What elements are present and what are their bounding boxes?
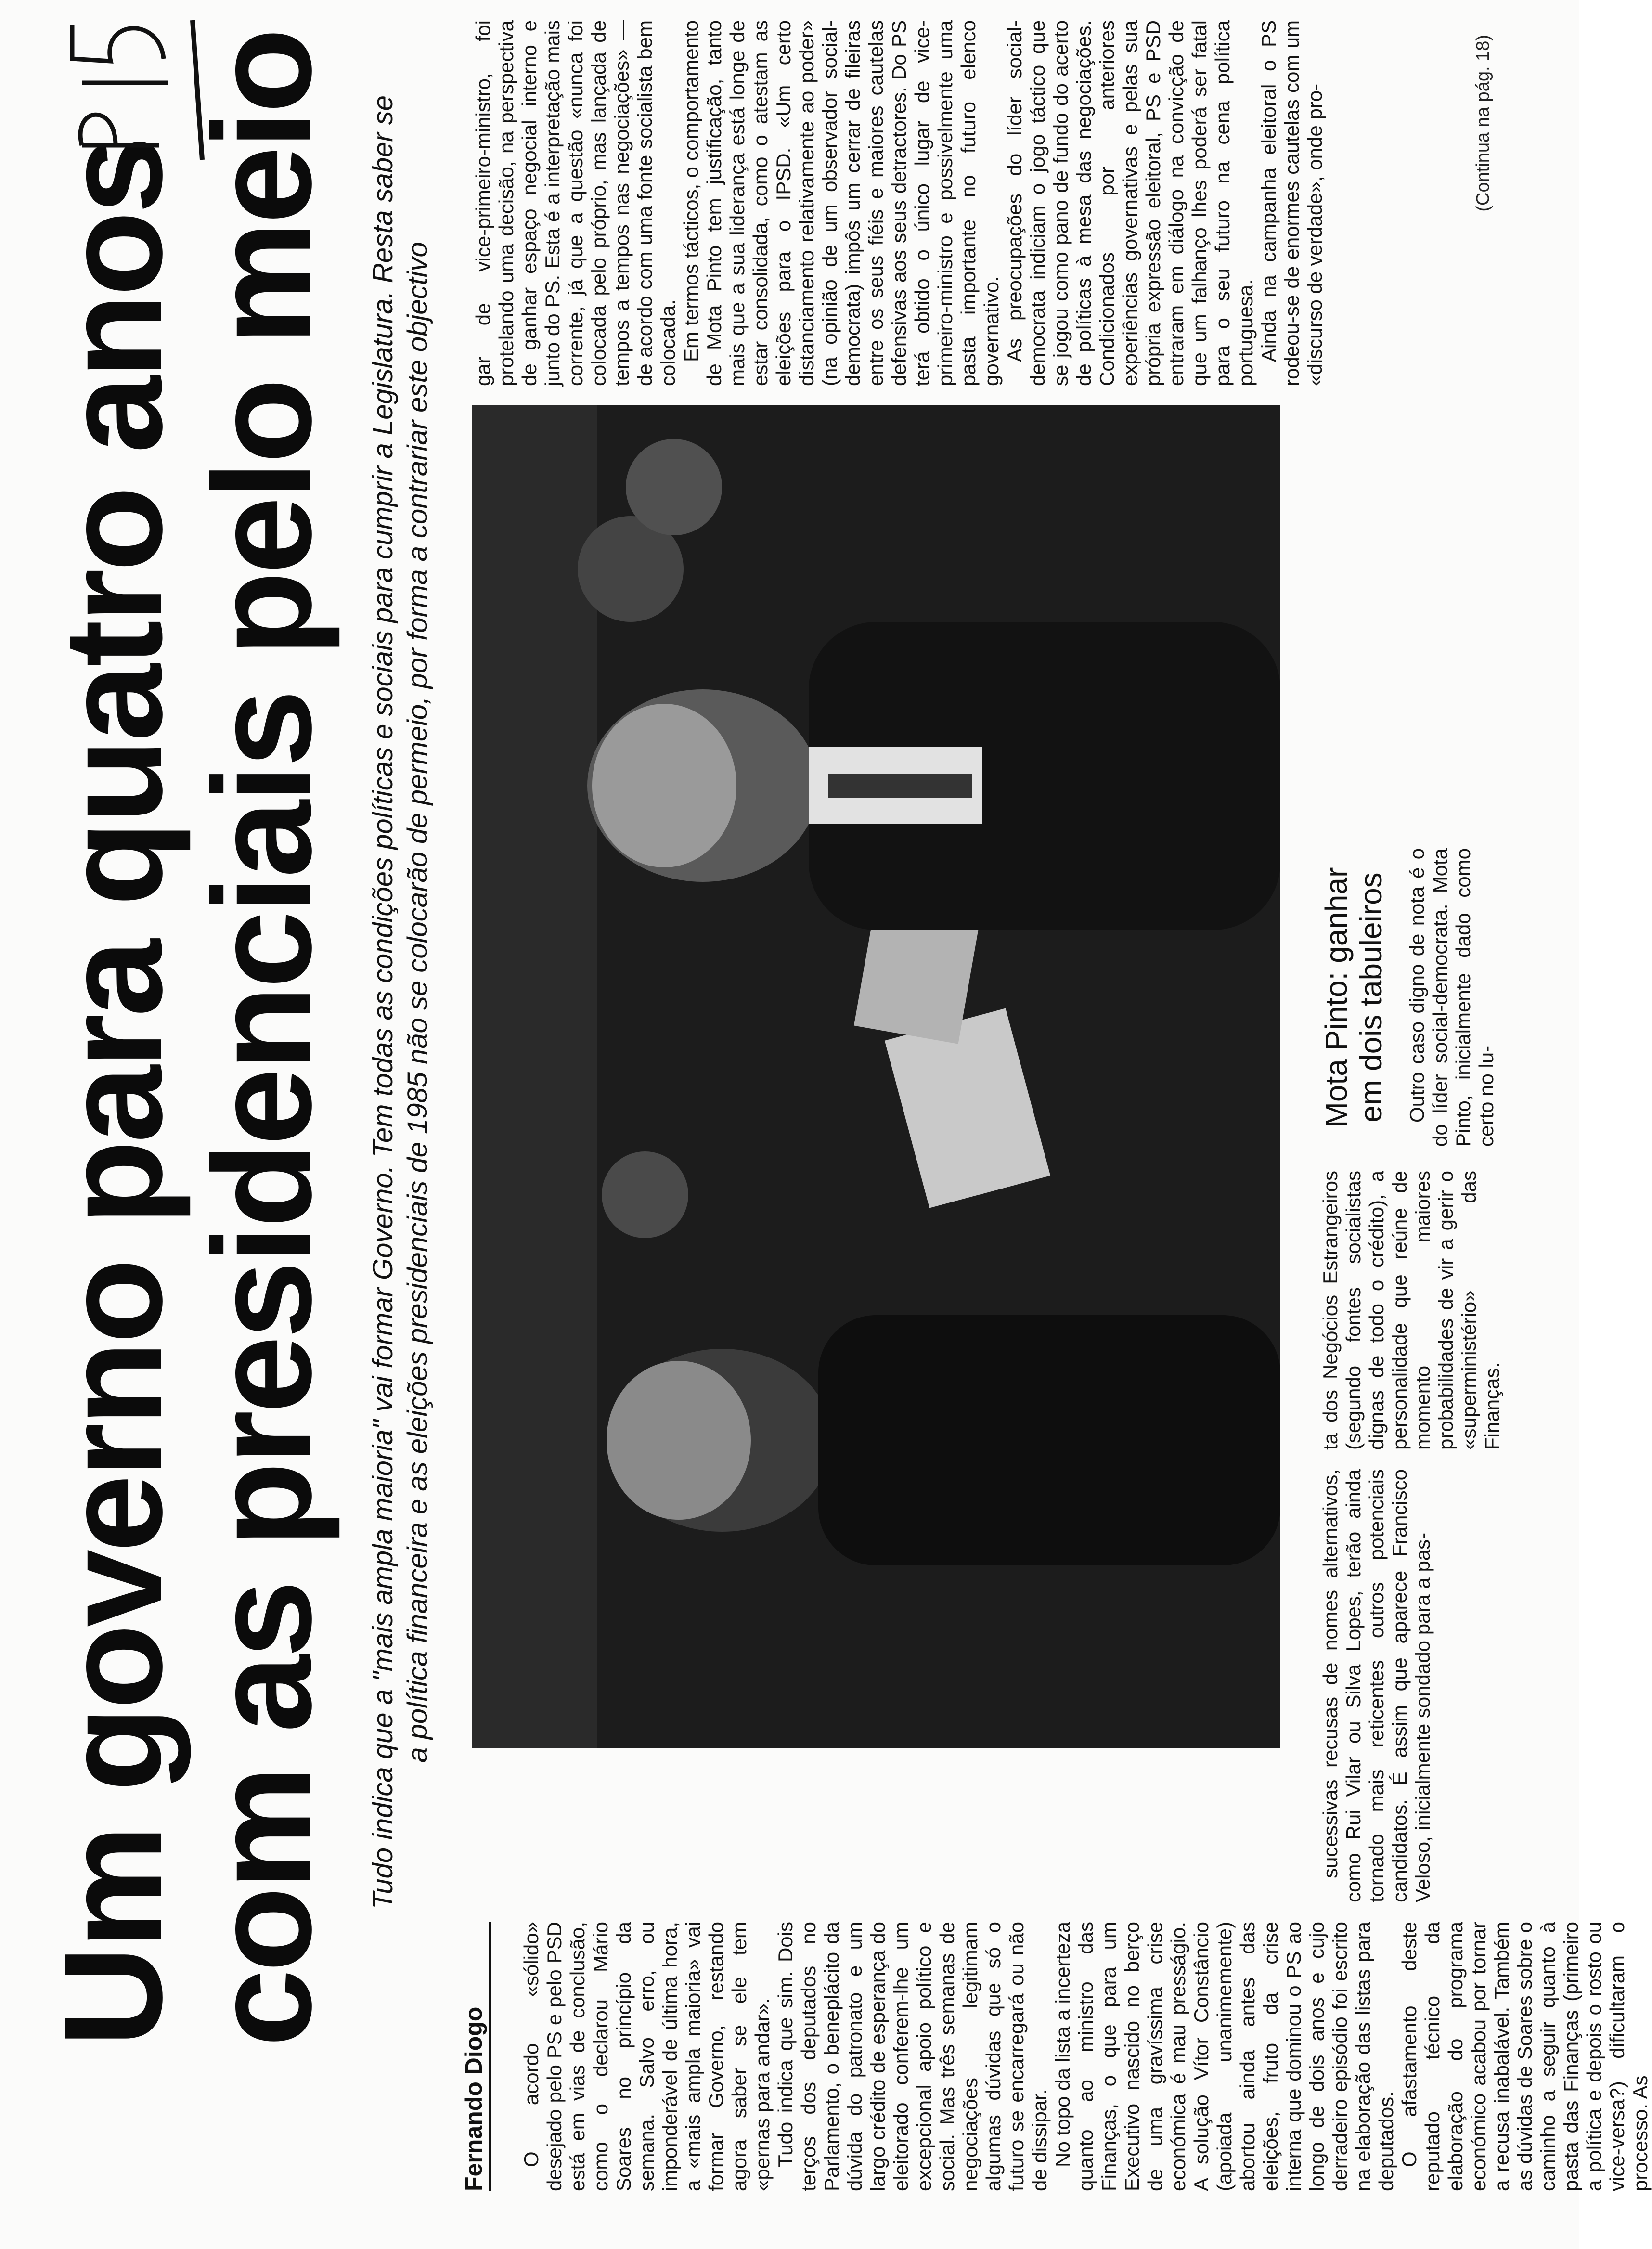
paragraph: O afastamento deste reputado técnico da elaboração do programa económico acabou por tornar a recusa inabalável. Também as dúvidas de Soares sobre o caminho a seguir quanto à pasta das Finanças (primeiro a política e depois o rosto ou vice-versa?) dificultaram o processo. As — [1398, 1922, 1652, 2191]
paragraph: ta dos Negócios Estrangeiros (segundo fontes socialistas dignas de todo o crédito), a personalidade que reúne de momento maiores probabilidades de vir a gerir o «superministério» das Finanças. — [1319, 1171, 1503, 1450]
column-2 — [1319, 1469, 1531, 1902]
headline-line-1: Um governo para quatro anos — [35, 139, 191, 2047]
paragraph: sucessivas recusas de nomes alternativos, como Rui Vilar ou Silva Lopes, terão ainda tornado mais reticentes outros potenciais candidatos. É assim que aparece Francisco Veloso, inicialmente sondado para a pas- — [1319, 1469, 1434, 1902]
news-photo — [472, 405, 1280, 1748]
paragraph: gar de vice-primeiro-ministro, foi protelando uma decisão, na perspectiva de ganhar espaço negocial interno e junto do PS. Esta é a interpretação mais corrente, já que a questão «nunca foi colocada pelo próprio, mas lançada de tempos a tempos nas negociações» — de acordo com uma fonte socialista bem colocada. — [472, 20, 679, 386]
continuation-note: (Continua na pág. 18) — [1473, 35, 1493, 212]
author-byline: Fernando Diogo — [460, 1922, 491, 2191]
paragraph: O acordo «sólido» desejado pelo PS e pelo PSD está em vias de conclusão, como o declarou Mário Soares no princípio da semana. Salvo erro, ou imponderável de última hora, a «mais ampla maioria» vai formar Governo, restando agora saber se ele tem «pernas para andar». — [520, 1922, 774, 2191]
column-5 — [472, 20, 1531, 386]
paragraph: As preocupações do líder social-democrata indiciam o jogo táctico que se jogou como pano de fundo do acerto de políticas à mesa das negociações. Condicionados por anteriores experiências governativas e pelas sua própria expressão eleitoral, PS e PSD entraram em diálogo na convicção de que um falhanço lhes poderá ser fatal para o seu futuro na cena política portuguesa. — [1003, 20, 1257, 386]
paragraph: No topo da lista a incerteza quanto ao ministro das Finanças, o que para um Executivo nascido no berço de uma gravíssima crise económica é mau presságio. A solução Vítor Constâncio (apoiada unanimemente) abortou ainda antes das eleições, fruto da crise interna que dominou o PS ao longo de dois anos e cujo derradeiro episódio foi escrito na elaboração das listas para deputados. — [1051, 1922, 1397, 2191]
paragraph: Outro caso digno de nota é o do líder social-democrata. Mota Pinto, inicialmente dado como certo no lu- — [1406, 848, 1497, 1147]
paragraph: Ainda na campanha eleitoral o PS rodeou-se de enormes cautelas com um «discurso de verdade», onde pro- — [1257, 20, 1326, 386]
section-subheading: Mota Pinto: ganhar em dois tabuleiros — [1319, 867, 1388, 1128]
paragraph: Em termos tácticos, o comportamento de Mota Pinto tem justificação, tanto mais que a sua liderança está longe de estar consolidada, como o atestam as eleições para o IPSD. «Um certo distanciamento relativamente ao poder» (na opinião de um observador social-democrata) impôs um cerrar de fileiras entre os seus fiéis e maiores cautelas defensivas aos seus detractores. Do PS terá obtido o único lugar de vice-primeiro-ministro e possivelmente uma pasta importante no futuro elenco governativo. — [680, 20, 1003, 386]
paragraph: Tudo indica que sim. Dois terços dos deputados no Parlamento, o beneplácito da dúvida do patronato e um largo crédito de esperança do eleitorado conferem-lhe um excepcional apoio político e social. Mas três semanas de negociações legitimam algumas dúvidas que só o futuro se encarregará ou não de dissipar. — [774, 1922, 1051, 2191]
column-1 — [520, 1922, 1652, 2191]
column-3 — [1319, 1171, 1531, 1450]
column-4 — [1406, 848, 1531, 1147]
handwritten-page-note — [63, 1, 221, 165]
photo-figures — [472, 405, 1280, 1748]
headline-line-2: com as presidenciais pelo meio — [184, 31, 340, 2047]
article-subtitle: Tudo indica que a "mais ampla maioria" vai formar Governo. Tem todas as condições políticas e sociais para cumprir a Legislatura. Resta saber se a política financeira e as eleições presidenciais de 1985 não se colocarão de permeio, por forma a contrariar este objectivo — [367, 95, 433, 1909]
